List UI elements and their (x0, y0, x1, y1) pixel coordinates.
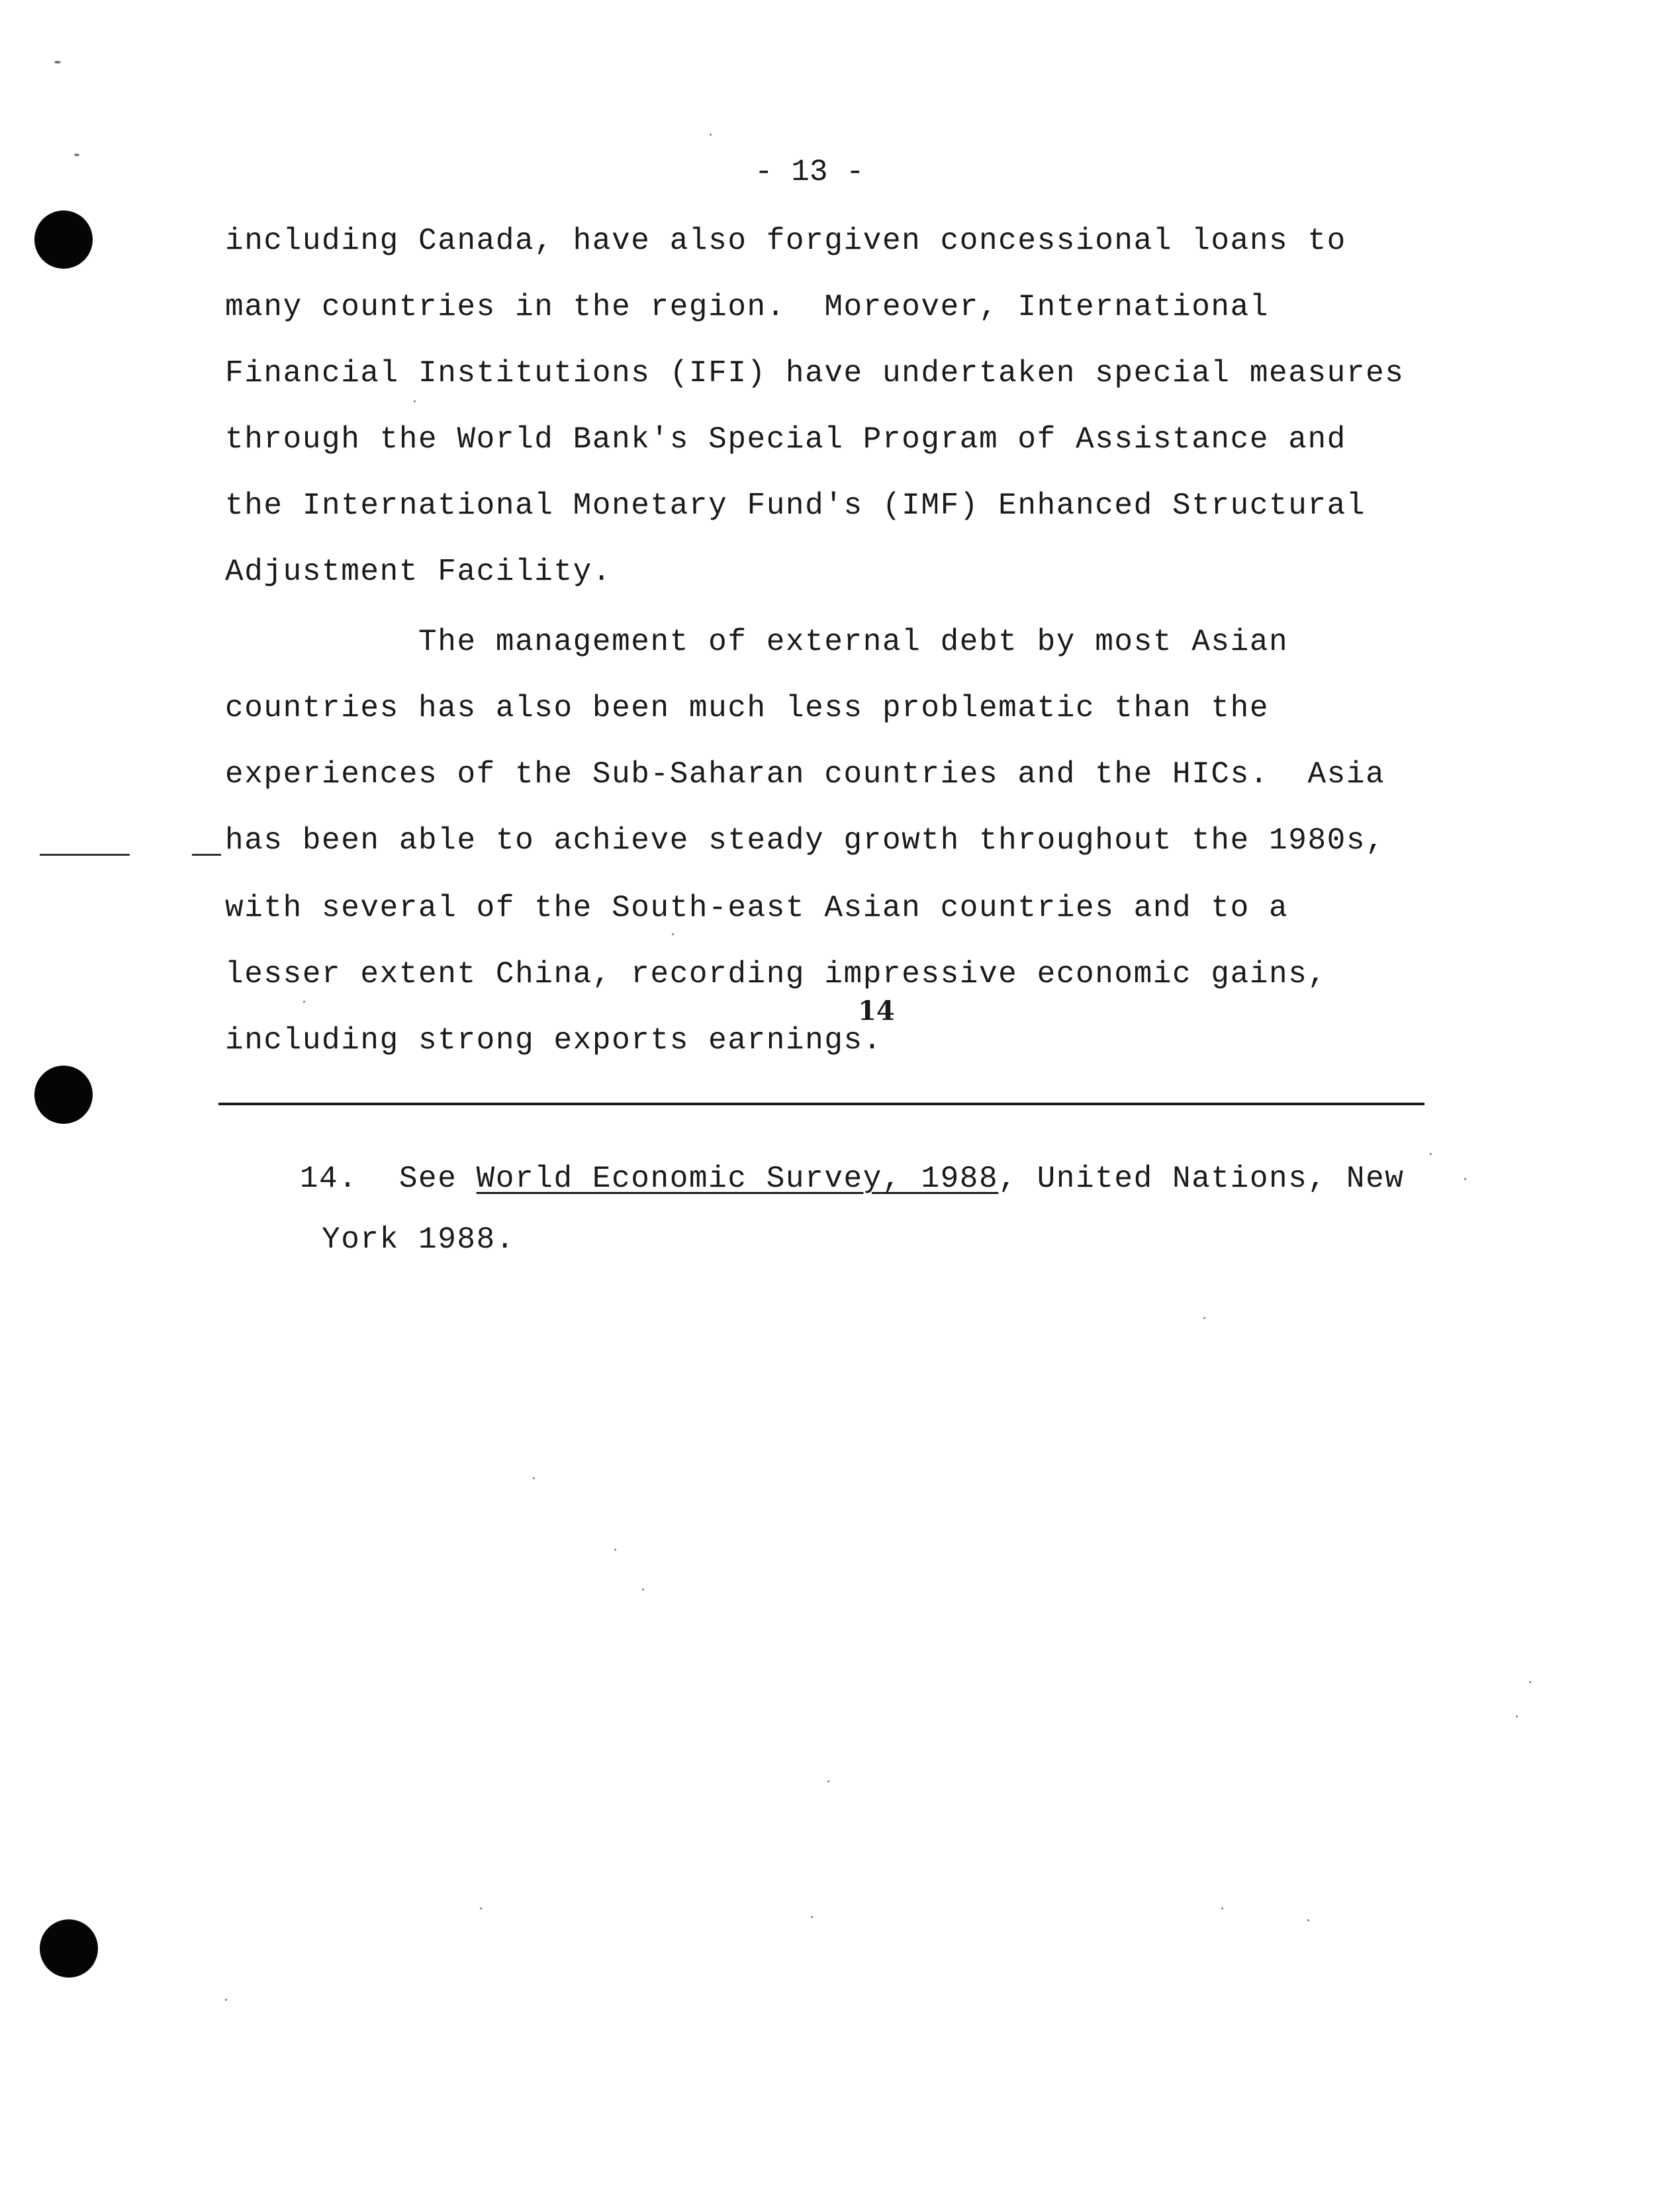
scan-speck (614, 1549, 616, 1551)
body-line: with several of the South-east Asian countries and to a (225, 891, 1289, 925)
scan-speck (1529, 1681, 1531, 1683)
body-line: through the World Bank's Special Program of Assistance and (225, 422, 1346, 457)
scan-speck (1221, 1907, 1223, 1909)
punch-hole-top (34, 210, 93, 269)
body-line: the International Monetary Fund's (IMF) Enhanced Structural (225, 488, 1366, 523)
punch-hole-bottom (40, 1919, 98, 1978)
scan-speck (414, 400, 416, 402)
scan-speck (710, 134, 712, 136)
body-line: experiences of the Sub-Saharan countries and the HICs. Asia (225, 757, 1385, 792)
scan-speck (225, 1999, 227, 2001)
margin-mark (40, 854, 130, 856)
footnote-number: 14. (299, 1162, 358, 1196)
footnote-title: World Economic Survey, 1988 (476, 1162, 999, 1196)
scan-speck (533, 1477, 535, 1479)
footnote-continuation: York 1988. (322, 1222, 516, 1257)
footnote-prefix: See (398, 1162, 477, 1196)
body-line: The management of external debt by most Asian (225, 625, 1289, 659)
body-line: has been able to achieve steady growth throughout the 1980s, (225, 823, 1385, 858)
scan-speck (1464, 1178, 1466, 1180)
body-line: countries has also been much less problematic than the (225, 691, 1270, 725)
body-line: including strong exports earnings. (225, 1023, 882, 1058)
body-line: Financial Institutions (IFI) have undertaken special measures (225, 356, 1405, 390)
body-line: many countries in the region. Moreover, International (225, 290, 1270, 324)
body-line: lesser extent China, recording impressive economic gains, (225, 957, 1327, 991)
scan-speck (672, 933, 674, 935)
footnote-rule (218, 1103, 1424, 1105)
footnote-suffix: , United Nations, New (998, 1162, 1405, 1196)
margin-dash (192, 854, 221, 856)
footnote-reference: 14 (858, 995, 895, 1027)
scan-speck (811, 1916, 813, 1918)
scan-speck (642, 1588, 644, 1590)
scan-speck (1307, 1919, 1309, 1921)
body-line: Adjustment Facility. (225, 555, 612, 589)
scan-speck (1430, 1153, 1432, 1155)
scan-speck (54, 61, 61, 64)
body-line: including Canada, have also forgiven concessional loans to (225, 224, 1346, 258)
punch-hole-middle (34, 1066, 93, 1124)
scan-speck (303, 1001, 305, 1003)
scan-speck (827, 1780, 829, 1782)
scan-speck (480, 1907, 482, 1909)
scan-speck (74, 154, 79, 156)
scan-speck (1516, 1716, 1518, 1717)
footnote (222, 1133, 1404, 1316)
scan-speck (1203, 1317, 1205, 1319)
page-number: - 13 - (755, 155, 864, 189)
